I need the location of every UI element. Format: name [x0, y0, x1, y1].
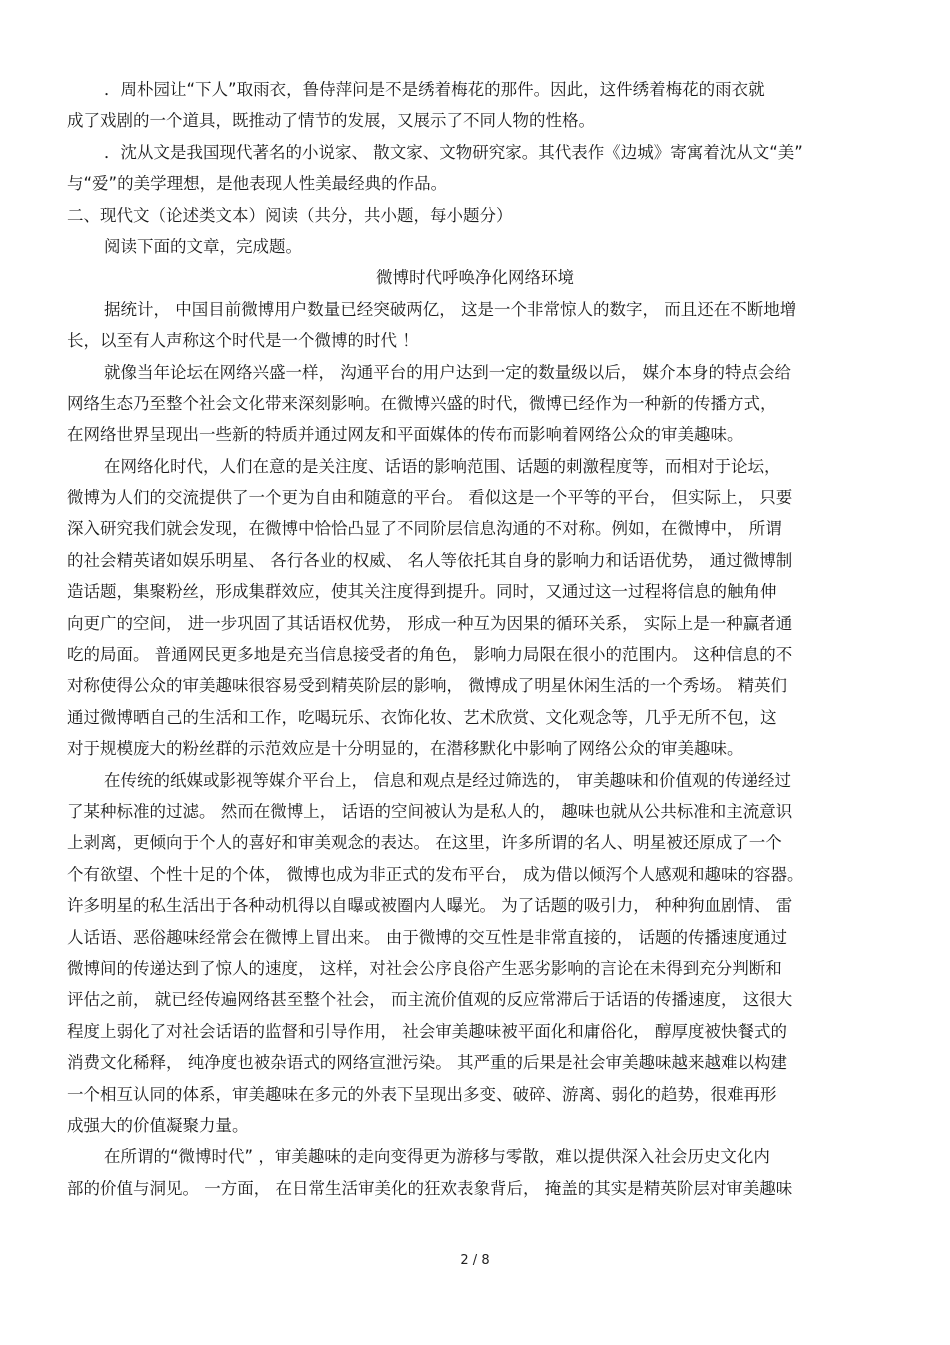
text-line: 上剥离，更倾向于个人的喜好和审美观念的表达。 在这里，许多所谓的名人、明星被还原成了一个: [67, 833, 782, 853]
page-number: 2 / 8: [460, 1253, 490, 1268]
text-line: 成强大的价值凝聚力量。: [67, 1115, 249, 1135]
text-line: 向更广的空间， 进一步巩固了其话语权优势， 形成一种互为因果的循环关系， 实际上是一种赢者通: [67, 613, 793, 633]
text-line: ．沈从文是我国现代著名的小说家、 散文家、文物研究家。其代表作《边城》寄寓着沈从文“美”: [104, 142, 803, 162]
text-line: 通过微博晒自己的生活和工作，吃喝玩乐、衣饰化妆、艺术欣赏、文化观念等，几乎无所不包，这: [67, 707, 777, 727]
text-line: 深入研究我们就会发现，在微博中恰恰凸显了不同阶层信息沟通的不对称。例如，在微博中， 所谓: [67, 519, 782, 539]
text-line: 在网络世界呈现出一些新的特质并通过网友和平面媒体的传布而影响着网络公众的审美趣味。: [67, 425, 744, 445]
text-line: 许多明星的私生活出于各种动机得以自曝或被圈内人曝光。 为了话题的吸引力， 种种狗血剧情、 雷: [67, 896, 793, 916]
text-line: 对称使得公众的审美趣味很容易受到精英阶层的影响， 微博成了明星休闲生活的一个秀场。 精英们: [67, 676, 787, 696]
text-line: 网络生态乃至整个社会文化带来深刻影响。在微博兴盛的时代，微博已经作为一种新的传播方式，: [67, 393, 777, 413]
text-line: 微博为人们的交流提供了一个更为自由和随意的平台。 看似这是一个平等的平台， 但实际上， 只要: [67, 488, 793, 508]
text-line: 了某种标准的过滤。 然而在微博上， 话语的空间被认为是私人的， 趣味也就从公共标准和主流意识: [67, 801, 793, 821]
text-line: 与“爱”的美学理想，是他表现人性美最经典的作品。: [67, 174, 448, 194]
text-line: ．周朴园让“下人”取雨衣，鲁侍萍问是不是绣着梅花的那件。因此，这件绣着梅花的雨衣就: [104, 80, 765, 99]
text-line: 就像当年论坛在网络兴盛一样， 沟通平台的用户达到一定的数量级以后， 媒介本身的特点会给: [104, 362, 791, 382]
text-line: 人话语、恶俗趣味经常会在微博上冒出来。 由于微博的交互性是非常直接的， 话题的传播速度通过: [67, 927, 787, 947]
text-line: 造话题，集聚粉丝，形成集群效应，使其关注度得到提升。同时，又通过这一过程将信息的触角伸: [67, 582, 777, 602]
text-line: 的社会精英诸如娱乐明星、 各行各业的权威、 名人等依托其自身的影响力和话语优势， 通过微博制: [67, 550, 793, 570]
text-line: 成了戏剧的一个道具，既推动了情节的发展，又展示了不同人物的性格。: [67, 111, 595, 131]
text-line: 吃的局面。 普通网民更多地是充当信息接受者的角色， 影响力局限在很小的范围内。 这种信息的不: [67, 645, 793, 665]
text-line: 对于规模庞大的粉丝群的示范效应是十分明显的，在潜移默化中影响了网络公众的审美趣味。: [67, 739, 744, 759]
text-line: 在所谓的“微博时代” ，审美趣味的走向变得更为游移与零散，难以提供深入社会历史文化内: [104, 1147, 770, 1167]
text-line: 一个相互认同的体系，审美趣味在多元的外表下呈现出多变、破碎、游离、弱化的趋势，很难再形: [67, 1084, 777, 1104]
text-line: 程度上弱化了对社会话语的监督和引导作用， 社会审美趣味被平面化和庸俗化， 醇厚度被快餐式的: [67, 1021, 787, 1041]
document-body: [0, 74, 950, 1204]
text-line: 部的价值与洞见。 一方面， 在日常生活审美化的狂欢表象背后， 掩盖的其实是精英阶层对审美趣味: [67, 1178, 793, 1198]
article-title: 微博时代呼唤净化网络环境: [376, 268, 574, 288]
text-line: 评估之前， 就已经传遍网络甚至整个社会， 而主流价值观的反应常滞后于话语的传播速度， 这很大: [67, 990, 793, 1010]
text-line: 二、现代文（论述类文本）阅读（共分，共小题，每小题分）: [67, 205, 513, 225]
text-line: 长，以至有人声称这个时代是一个微博的时代 ！: [67, 331, 419, 351]
text-line: 消费文化稀释， 纯净度也被杂语式的网络宣泄污染。 其严重的后果是社会审美趣味越来越难以构建: [67, 1053, 787, 1073]
text-line: 在网络化时代，人们在意的是关注度、话语的影响范围、话题的刺激程度等，而相对于论坛，: [104, 456, 781, 476]
text-line: 个有欲望、个性十足的个体， 微博也成为非正式的发布平台， 成为借以倾泻个人感观和趣味的容器。: [67, 864, 804, 884]
text-line: 据统计， 中国目前微博用户数量已经突破两亿， 这是一个非常惊人的数字， 而且还在不断地增: [104, 299, 797, 319]
text-line: 微博间的传递达到了惊人的速度， 这样，对社会公序良俗产生恶劣影响的言论在未得到充分判断和: [67, 958, 782, 978]
text-line: 在传统的纸媒或影视等媒介平台上， 信息和观点是经过筛选的， 审美趣味和价值观的传递经过: [104, 770, 791, 790]
text-line: 阅读下面的文章，完成题。: [104, 236, 302, 256]
